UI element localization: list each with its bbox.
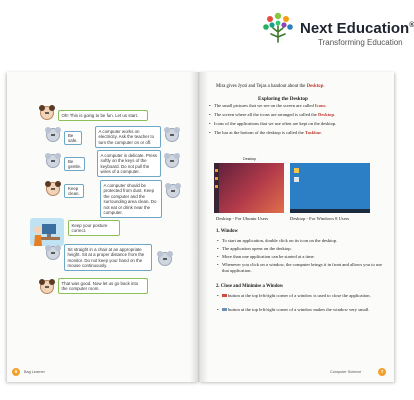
rule-label: Be safe. <box>64 131 82 145</box>
boy-avatar <box>46 154 60 168</box>
section-close-heading: 2. Close and Minimise a Window <box>216 284 284 289</box>
girl-avatar <box>40 106 54 120</box>
intro-text: Mira gives Jyoti and Tejas a handout about the Desktop. <box>216 84 325 89</box>
bullet-item: • Whenever you click on a window, the computer brings it in front and allows you to use that application. <box>222 262 386 274</box>
speech-bubble: That was good. Now let us go back into the computer room. <box>58 278 148 294</box>
windows-desktop-screenshot <box>290 163 370 213</box>
speech-bubble: A computer works on electricity. Ask the teacher to turn the computer on or off. <box>95 126 161 148</box>
app-icon <box>215 169 218 172</box>
rule-label: Be gentle. <box>64 157 85 171</box>
bullet-item: • button at the top left/right corner of a window makes the window very small. <box>222 307 386 313</box>
speech-bubble: A computer is delicate. Press softly on the keys of the keyboard. Do not pull the wires of a computer. <box>97 150 161 177</box>
brand-name: Next Education® <box>300 20 414 37</box>
caption-windows: Desktop - For Windows 8 Users <box>290 216 350 221</box>
app-icon <box>215 185 218 188</box>
left-page-footer: Bag Learner <box>24 370 45 374</box>
minimise-button-icon <box>222 308 227 311</box>
speech-bubble: A computer should be protected from dust. Keep the computer and the surrounding area clean. Do not eat or drink near the computer. <box>100 180 162 218</box>
boy-avatar <box>165 154 179 168</box>
windows-taskbar <box>290 209 370 213</box>
bullet-item: • The small pictures that we see on the screen are called Icons. <box>214 103 384 109</box>
folder-icon <box>294 168 299 173</box>
bullet-item: • button at the top left/right corner of a window is used to close the application. <box>222 293 386 299</box>
bullet-item: • The application opens on the desktop. <box>222 246 386 252</box>
rule-label: Keep clean. <box>64 184 84 198</box>
brand-tagline: Transforming Education <box>318 38 403 47</box>
speech-bubble: Keep your posture correct. <box>68 220 120 236</box>
boy-avatar <box>46 128 60 142</box>
bullet-item: • The bar at the bottom of the desktop is called the Taskbar. <box>214 130 384 136</box>
boy-avatar <box>158 252 172 266</box>
close-button-icon <box>222 294 227 297</box>
section-window-heading: 1. Window <box>216 229 238 234</box>
caption-ubuntu: Desktop - For Ubuntu Users <box>216 216 269 221</box>
girl-avatar <box>46 182 60 196</box>
bullet-item: • To start an application, double click on its icon on the desktop. <box>222 238 386 244</box>
bullet-item: • Icons of the applications that we use often are kept on the desktop. <box>214 121 384 127</box>
book-spine <box>190 72 208 382</box>
ubuntu-desktop-screenshot <box>214 157 284 213</box>
kids-at-computer-illustration <box>30 218 64 246</box>
girl-avatar <box>40 280 54 294</box>
boy-avatar <box>165 128 179 142</box>
screenshot-label: Desktop <box>243 157 257 161</box>
page-number-left: 6 <box>12 368 20 376</box>
boy-avatar <box>166 184 180 198</box>
right-page-footer: Computer Science <box>330 370 362 374</box>
section-subheading: Exploring the Desktop <box>258 96 308 102</box>
speech-bubble: Oh! This is going to be fun. Let us start. <box>58 110 148 121</box>
bullet-item: • The screen where all the icons are arranged is called the Desktop. <box>214 112 384 118</box>
app-icon <box>215 177 218 180</box>
right-page <box>199 72 394 382</box>
bullet-item: • More than one application can be started at a time. <box>222 254 386 260</box>
recycle-bin-icon <box>294 177 299 182</box>
page-number-right: 7 <box>378 368 386 376</box>
boy-avatar <box>46 246 60 260</box>
speech-bubble: Sit straight in a chair at an appropriate height. Sit at a proper distance from the monitor. Do not keep your hand on the mouse continuously. <box>64 244 152 271</box>
